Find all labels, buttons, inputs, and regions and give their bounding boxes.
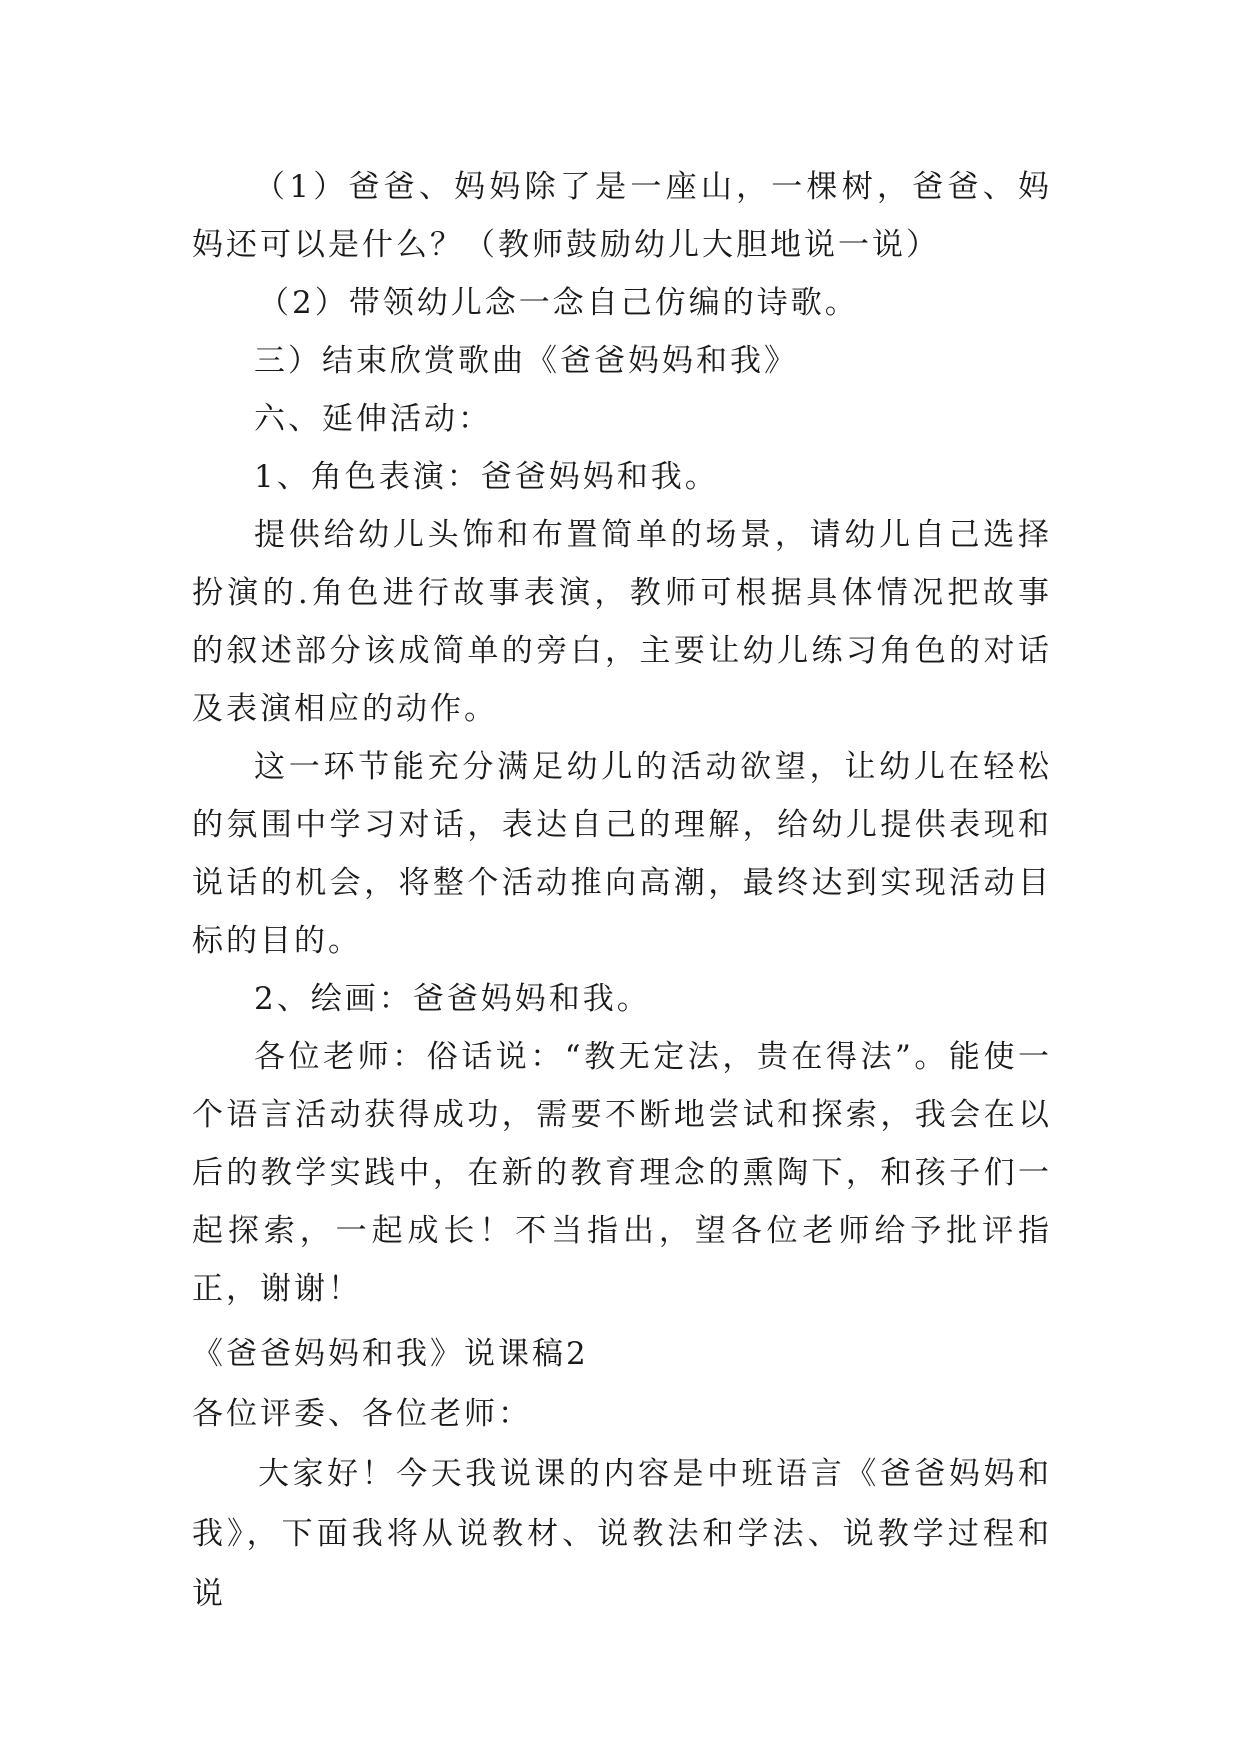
paragraph-question-2: （2）带领幼儿念一念自己仿编的诗歌。 (258, 285, 859, 321)
section-2-title: 《爸爸妈妈和我》说课稿2 (192, 1336, 589, 1372)
paragraph-role-play-detail: 提供给幼儿头饰和布置简单的场景，请幼儿自己选择扮演的.角色进行故事表演，教师可根据具体情况把故事的叙述部分该成简单的旁白，主要让幼儿练习角色的对话及表演相应的动作。 (192, 517, 1052, 727)
paragraph-question-1: （1）爸爸、妈妈除了是一座山，一棵树，爸爸、妈妈还可以是什么？（教师鼓励幼儿大胆地说一说） (192, 169, 1052, 263)
section-2-greeting: 各位评委、各位老师： (192, 1396, 532, 1432)
paragraph-role-play-purpose: 这一环节能充分满足幼儿的活动欲望，让幼儿在轻松的氛围中学习对话，表达自己的理解，给幼儿提供表现和说话的机会，将整个活动推向高潮，最终达到实现活动目标的目的。 (192, 749, 1052, 959)
paragraph-role-play: 1、角色表演：爸爸妈妈和我。 (254, 459, 719, 495)
section-1-body (192, 158, 1052, 1318)
section-2-body (192, 1324, 1052, 1624)
paragraph-closing-remarks: 各位老师：俗话说：“教无定法，贵在得法”。能使一个语言活动获得成功，需要不断地尝试和探索，我会在以后的教学实践中，在新的教育理念的熏陶下，和孩子们一起探索，一起成长！不当指出，望各位老师给予批评指正，谢谢！ (192, 1039, 1052, 1307)
heading-extension-activity: 六、延伸活动： (254, 401, 492, 437)
paragraph-closing-song: 三）结束欣赏歌曲《爸爸妈妈和我》 (254, 343, 798, 379)
section-2-intro: 大家好！今天我说课的内容是中班语言《爸爸妈妈和我》，下面我将从说教材、说教法和学法、说教学过程和说 (192, 1456, 1052, 1612)
paragraph-drawing: 2、绘画：爸爸妈妈和我。 (254, 981, 651, 1017)
